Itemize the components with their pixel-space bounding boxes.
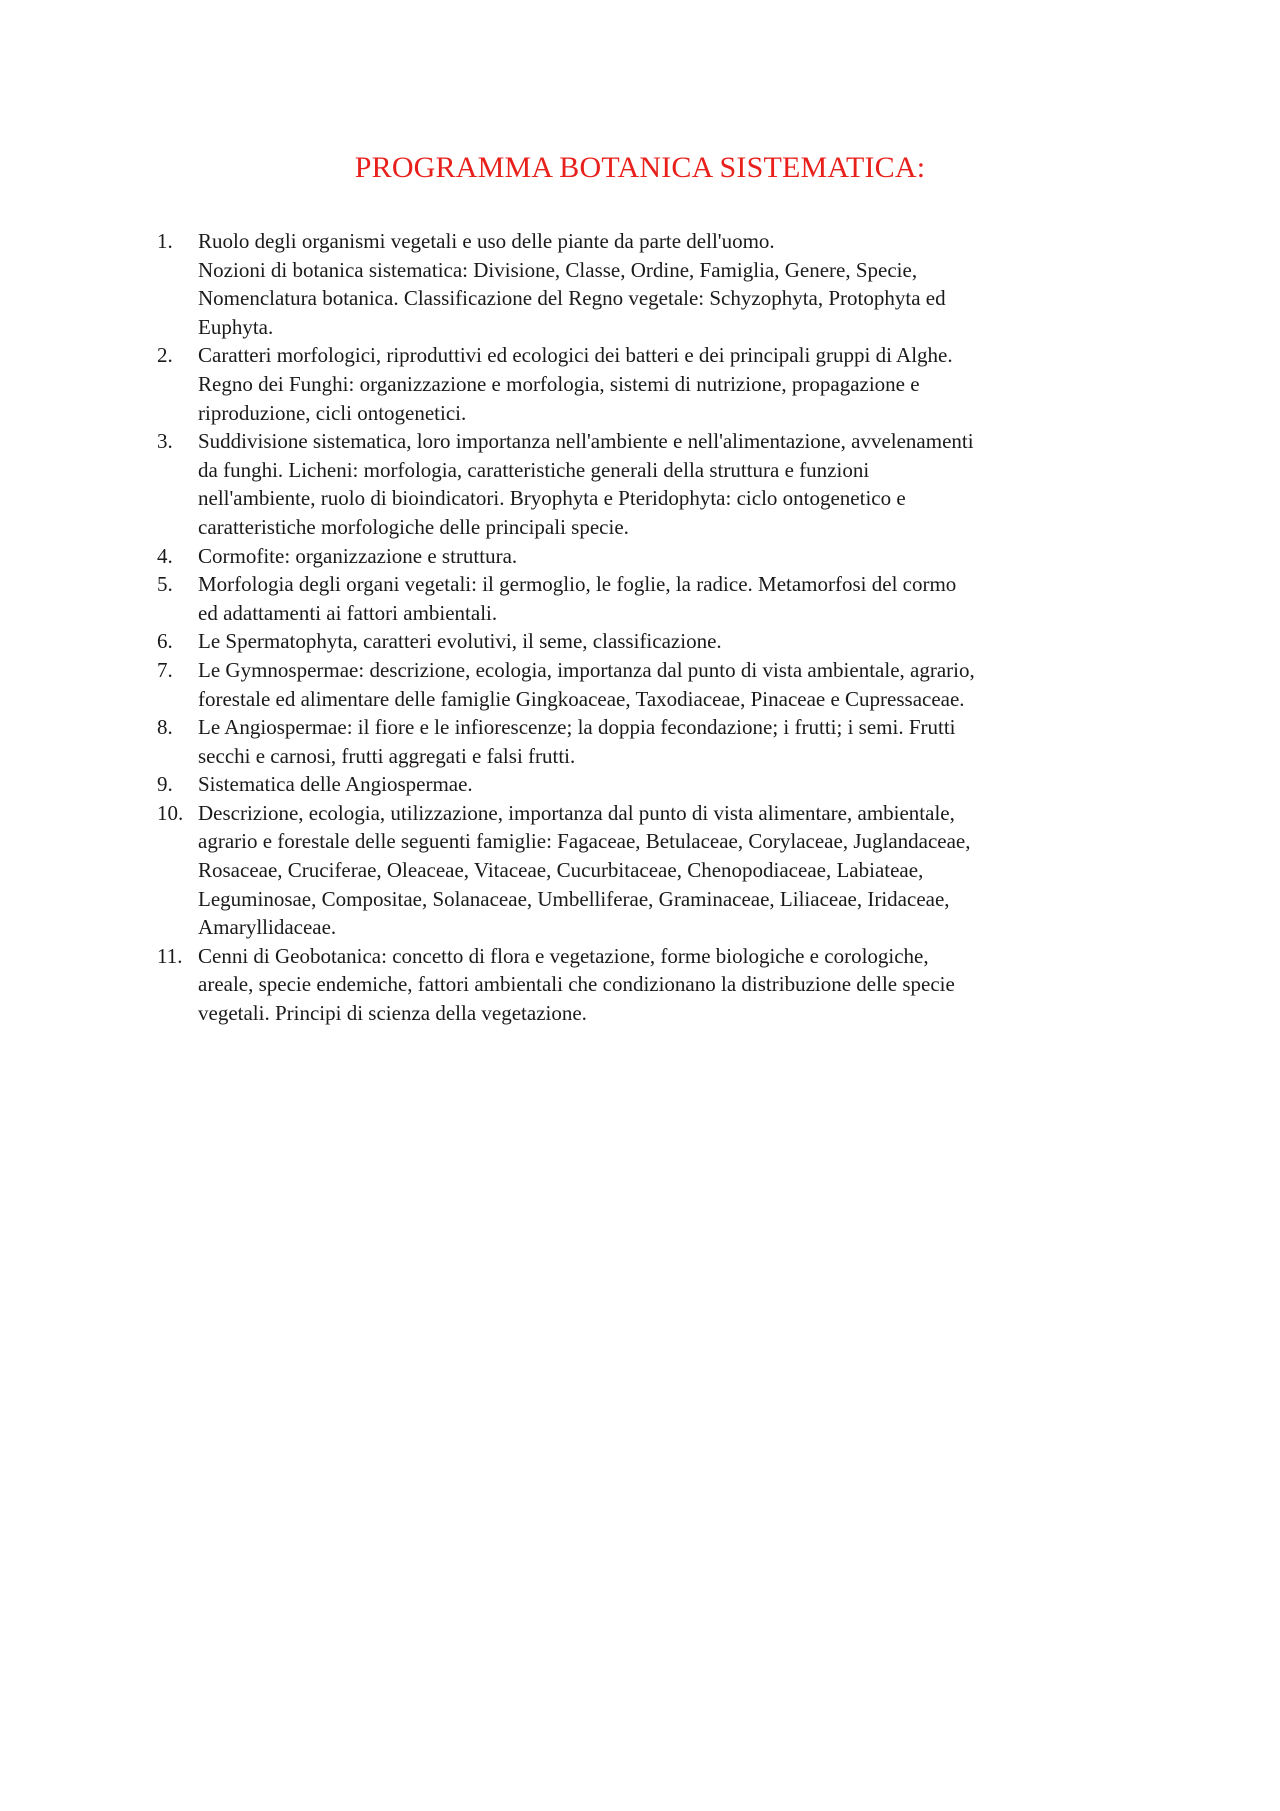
program-item [157,227,1157,341]
item-number: 10. [157,800,184,825]
item-number: 6. [157,629,173,654]
item-text-line: Rosaceae, Cruciferae, Oleaceae, Vitaceae, Cucurbitaceae, Chenopodiaceae, Labiateae, [198,858,924,883]
item-text-line: Le Gymnospermae: descrizione, ecologia, importanza dal punto di vista ambientale, agrario, [198,657,975,682]
item-text-line: vegetali. Principi di scienza della vegetazione. [198,1001,587,1026]
item-text-line: Le Angiospermae: il fiore e le infiorescenze; la doppia fecondazione; i frutti; i semi. Frutti [198,715,956,740]
program-item [157,627,1157,656]
item-text-line: Leguminosae, Compositae, Solanaceae, Umbelliferae, Graminaceae, Liliaceae, Iridaceae, [198,886,950,911]
program-item [157,570,1157,627]
item-number: 11. [157,943,183,968]
item-text-line: Sistematica delle Angiospermae. [198,772,473,797]
item-text-line: ed adattamenti ai fattori ambientali. [198,600,498,625]
item-number: 4. [157,543,173,568]
item-text-line: Amaryllidaceae. [198,915,337,940]
item-text-line: Suddivisione sistematica, loro importanza nell'ambiente e nell'alimentazione, avvelenamenti [198,429,974,454]
item-text-line: Euphyta. [198,314,274,339]
item-text-line: Caratteri morfologici, riproduttivi ed ecologici dei batteri e dei principali gruppi di Alghe. [198,343,953,368]
item-text-line: caratteristiche morfologiche delle principali specie. [198,514,629,539]
item-text-line: Nozioni di botanica sistematica: Divisione, Classe, Ordine, Famiglia, Genere, Specie, [198,257,918,282]
program-item [157,942,1157,1028]
item-number: 2. [157,343,173,368]
item-text-line: Ruolo degli organismi vegetali e uso delle piante da parte dell'uomo. [198,229,775,253]
item-text-line: agrario e forestale delle seguenti famiglie: Fagaceae, Betulaceae, Corylaceae, Juglandaceae, [198,829,971,854]
item-text-line: nell'ambiente, ruolo di bioindicatori. Bryophyta e Pteridophyta: ciclo ontogenetico e [198,486,906,511]
item-text-line: Cenni di Geobotanica: concetto di flora e vegetazione, forme biologiche e corologiche, [198,943,929,968]
item-text-line: secchi e carnosi, frutti aggregati e falsi frutti. [198,743,576,768]
item-text-line: Morfologia degli organi vegetali: il germoglio, le foglie, la radice. Metamorfosi del cormo [198,572,957,597]
item-text-line: areale, specie endemiche, fattori ambientali che condizionano la distribuzione delle specie [198,972,955,997]
item-text-line: forestale ed alimentare delle famiglie Gingkoaceae, Taxodiaceae, Pinaceae e Cupressaceae. [198,686,965,711]
item-number: 3. [157,429,173,454]
program-item [157,427,1157,541]
program-item [157,341,1157,427]
item-text-line: da funghi. Licheni: morfologia, caratteristiche generali della struttura e funzioni [198,457,870,482]
item-number: 7. [157,657,173,682]
item-number: 1. [157,229,173,253]
item-number: 9. [157,772,173,797]
item-text-line: Cormofite: organizzazione e struttura. [198,543,518,568]
item-text-line: Regno dei Funghi: organizzazione e morfologia, sistemi di nutrizione, propagazione e [198,371,920,396]
program-item [157,799,1157,942]
item-text-line: riproduzione, cicli ontogenetici. [198,400,467,425]
program-item [157,656,1157,713]
item-number: 5. [157,572,173,597]
item-text-line: Descrizione, ecologia, utilizzazione, importanza dal punto di vista alimentare, ambientale, [198,800,955,825]
program-item [157,713,1157,770]
document-title: PROGRAMMA BOTANICA SISTEMATICA: [354,151,926,184]
item-text-line: Nomenclatura botanica. Classificazione del Regno vegetale: Schyzophyta, Protophyta ed [198,286,946,311]
item-text-line: Le Spermatophyta, caratteri evolutivi, il seme, classificazione. [198,629,722,654]
program-list [157,227,1157,1028]
program-item [157,542,1157,571]
program-item [157,770,1157,799]
item-number: 8. [157,715,173,740]
